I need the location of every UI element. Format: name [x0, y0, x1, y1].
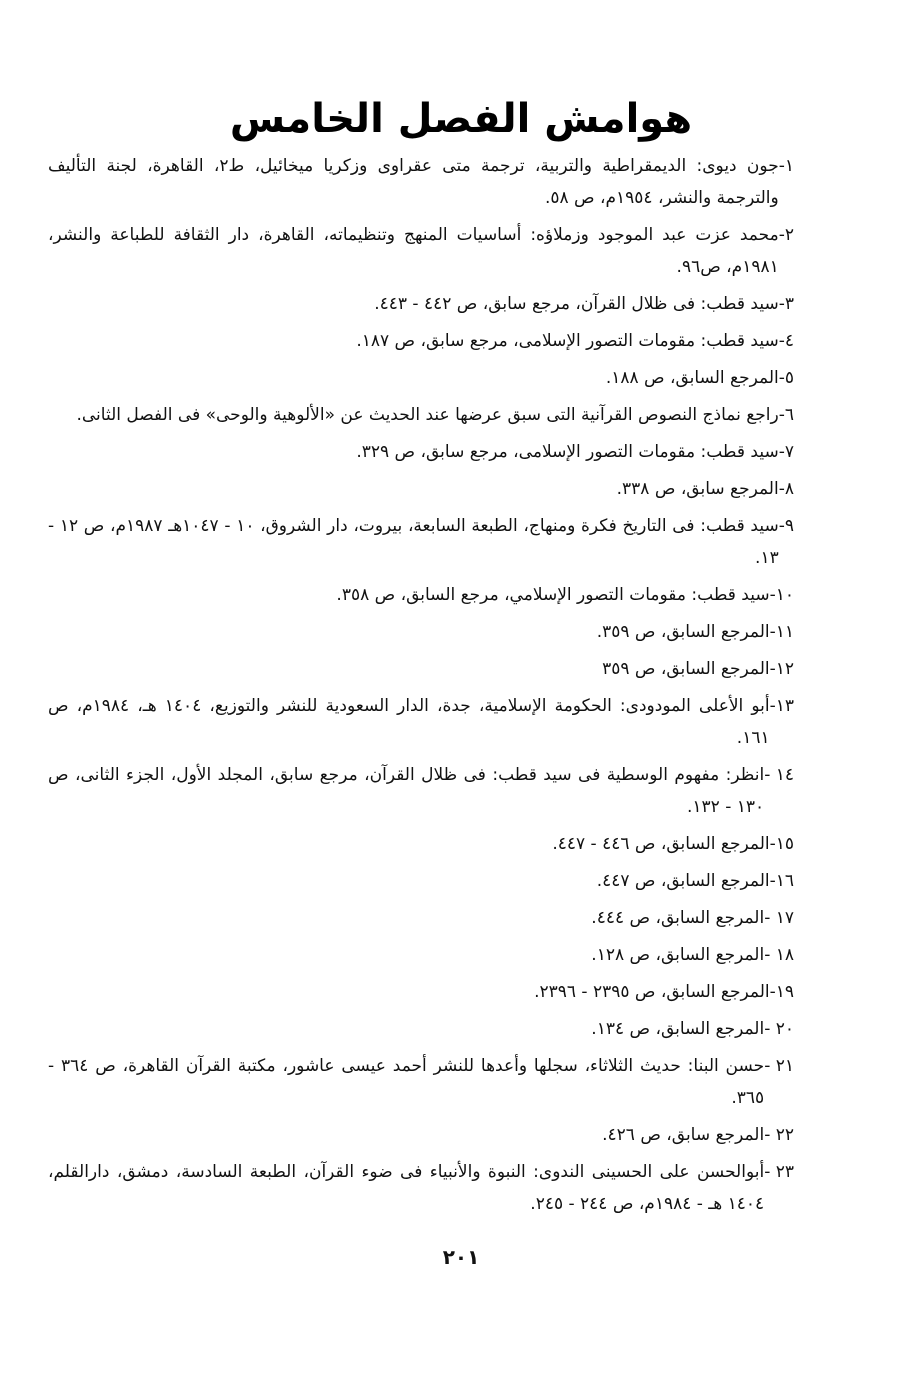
footnote-number: ١٠-	[769, 585, 794, 605]
footnote-text: سيد قطب: مقومات التصور الإسلامى، مرجع سابق، ص ٣٢٩.	[356, 442, 779, 462]
footnote-number: ١-	[778, 156, 794, 176]
footnote-3	[48, 288, 794, 320]
footnote-text: جون ديوى: الديمقراطية والتربية، ترجمة متى عقراوى وزكريا ميخائيل، ط٢، القاهرة، لجنة التأليف والترجمة والنشر، ١٩٥٤م، ص ٥٨.	[48, 156, 779, 208]
footnote-text: راجع نماذج النصوص القرآنية التى سبق عرضها عند الحديث عن «الألوهية والوحى» فى الفصل الثانى.	[76, 405, 779, 425]
footnote-number: ٧-	[778, 442, 794, 462]
footnote-23	[48, 1156, 794, 1220]
footnote-number: ١٦-	[769, 871, 794, 891]
footnote-text: المرجع السابق، ص ٤٤٧.	[596, 871, 770, 891]
footnote-text: أبو الأعلى المودودى: الحكومة الإسلامية، جدة، الدار السعودية للنشر والتوزيع، ١٤٠٤ هـ، ١٩٨٤م، ص ١٦١.	[48, 696, 770, 748]
footnote-12	[48, 653, 794, 685]
footnote-number: ٢١ -	[764, 1056, 794, 1076]
footnote-number: ٤-	[778, 331, 794, 351]
footnote-5	[48, 362, 794, 394]
footnote-text: سيد قطب: مقومات التصور الإسلامي، مرجع السابق، ص ٣٥٨.	[336, 585, 770, 605]
footnote-text: أبوالحسن على الحسينى الندوى: النبوة والأنبياء فى ضوء القرآن، الطبعة السادسة، دمشق، دارالقلم، ١٤٠٤ هـ - ١٩٨٤م، ص ٢٤٤ - ٢٤٥.	[48, 1162, 765, 1214]
footnote-15	[48, 828, 794, 860]
chapter-notes-title: هوامش الفصل الخامس	[229, 96, 693, 142]
footnote-18	[48, 939, 794, 971]
footnotes-list	[48, 150, 794, 1225]
footnote-number: ٢٣ -	[764, 1162, 794, 1182]
footnote-number: ٢٢ -	[764, 1125, 794, 1145]
footnote-22	[48, 1119, 794, 1151]
footnote-text: سيد قطب: فى التاريخ فكرة ومنهاج، الطبعة السابعة، بيروت، دار الشروق، ١٠ - ١٠٤٧هـ ١٩٨٧م، ص ١٢ - ١٣.	[48, 516, 779, 568]
footnote-text: سيد قطب: مقومات التصور الإسلامى، مرجع سابق، ص ١٨٧.	[356, 331, 779, 351]
footnote-16	[48, 865, 794, 897]
footnote-number: ٩-	[778, 516, 794, 536]
footnote-number: ١٣-	[769, 696, 794, 716]
footnote-number: ٦-	[778, 405, 794, 425]
footnote-text: انظر: مفهوم الوسطية فى سيد قطب: فى ظلال القرآن، مرجع سابق، المجلد الأول، الجزء الثانى، ص ١٣٠ - ١٣٢.	[48, 765, 765, 817]
footnote-number: ٢-	[778, 225, 794, 245]
footnote-number: ١٨ -	[764, 945, 794, 965]
footnote-13	[48, 690, 794, 754]
footnote-text: المرجع السابق، ص ١٨٨.	[605, 368, 779, 388]
footnote-6	[48, 399, 794, 431]
footnote-text: محمد عزت عبد الموجود وزملاؤه: أساسيات المنهج وتنظيماته، القاهرة، دار الثقافة للطباعة والنشر، ١٩٨١م، ص٩٦.	[48, 225, 779, 277]
footnote-number: ٢٠ -	[764, 1019, 794, 1039]
footnote-text: المرجع السابق، ص ٣٥٩	[602, 659, 770, 679]
footnote-7	[48, 436, 794, 468]
footnote-number: ١٥-	[769, 834, 794, 854]
footnote-20	[48, 1013, 794, 1045]
footnote-17	[48, 902, 794, 934]
footnote-number: ٥-	[778, 368, 794, 388]
footnote-text: المرجع السابق، ص ٣٥٩.	[596, 622, 770, 642]
footnote-1	[48, 150, 794, 214]
footnote-text: المرجع السابق، ص ٤٤٤.	[591, 908, 765, 928]
footnote-text: المرجع السابق، ص ٤٤٦ - ٤٤٧.	[552, 834, 770, 854]
footnote-text: المرجع السابق، ص ١٣٤.	[591, 1019, 765, 1039]
footnote-text: المرجع السابق، ص ٢٣٩٥ - ٢٣٩٦.	[534, 982, 770, 1002]
footnote-number: ٨-	[778, 479, 794, 499]
footnote-text: سيد قطب: فى ظلال القرآن، مرجع سابق، ص ٤٤٢ - ٤٤٣.	[374, 294, 779, 314]
page-number: ٢٠١	[442, 1245, 480, 1269]
footnote-text: المرجع السابق، ص ١٢٨.	[591, 945, 765, 965]
footnote-8	[48, 473, 794, 505]
footnote-text: المرجع سابق، ص ٤٢٦.	[602, 1125, 765, 1145]
footnote-2	[48, 219, 794, 283]
footnote-number: ١٧ -	[764, 908, 794, 928]
footnote-9	[48, 510, 794, 574]
footnote-4	[48, 325, 794, 357]
footnote-number: ١٢-	[769, 659, 794, 679]
footnote-number: ١٩-	[769, 982, 794, 1002]
footnote-number: ١١-	[769, 622, 794, 642]
footnote-10	[48, 579, 794, 611]
footnote-14	[48, 759, 794, 823]
footnote-21	[48, 1050, 794, 1114]
footnote-19	[48, 976, 794, 1008]
footnote-number: ٣-	[778, 294, 794, 314]
footnote-number: ١٤ -	[764, 765, 794, 785]
footnote-text: المرجع سابق، ص ٣٣٨.	[616, 479, 779, 499]
footnote-text: حسن البنا: حديث الثلاثاء، سجلها وأعدها للنشر أحمد عيسى عاشور، مكتبة القرآن القاهرة، ص ٣٦٤ - ٣٦٥.	[48, 1056, 765, 1108]
footnote-11	[48, 616, 794, 648]
